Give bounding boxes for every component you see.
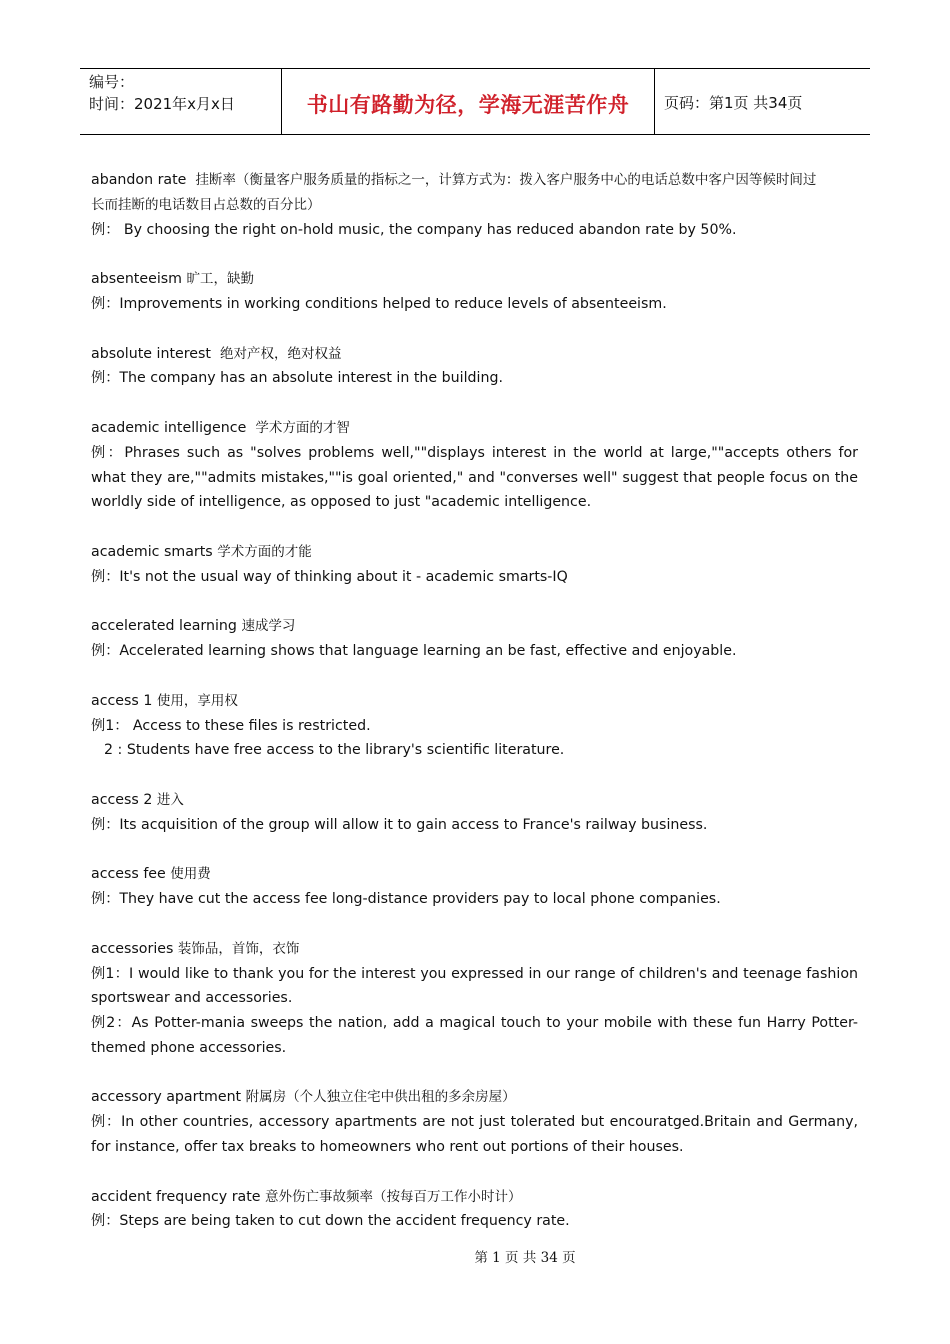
entry-heading <box>91 937 858 962</box>
glossary-entry <box>91 1085 858 1159</box>
entry-example: 例：Its acquisition of the group will allow it to gain access to France's railway business. <box>91 816 708 833</box>
entry-example-2: 例2：As Potter-mania sweeps the nation, add a magical touch to your mobile with these fun Harry Potter-themed phone accessories. <box>91 1015 858 1056</box>
entry-term: access 1 <box>91 692 153 709</box>
entry-heading <box>91 1085 858 1110</box>
entry-translation: 使用，享用权 <box>156 692 238 709</box>
entry-heading <box>91 267 858 292</box>
entry-example: 例： By choosing the right on-hold music, the company has reduced abandon rate by 50%. <box>91 221 737 238</box>
entry-term: access 2 <box>91 791 153 808</box>
entry-translation: 挂断率（衡量客户服务质量的指标之一，计算方式为：拨入客户服务中心的电话总数中客户因等候时间过 <box>195 172 817 188</box>
entry-example: 例：Accelerated learning shows that language learning an be fast, effective and enjoyable. <box>91 643 737 660</box>
entry-heading <box>91 342 858 367</box>
entry-translation: 装饰品，首饰，衣饰 <box>177 940 300 957</box>
entry-example: 例：The company has an absolute interest in the building. <box>91 370 503 387</box>
glossary-entry <box>91 416 858 515</box>
glossary-entry <box>91 937 858 1061</box>
entry-translation: 使用费 <box>170 866 211 883</box>
entry-heading <box>91 862 858 887</box>
entry-heading <box>91 689 858 714</box>
entry-heading <box>91 416 858 441</box>
entry-example: 例：They have cut the access fee long-distance providers pay to local phone companies. <box>91 891 721 908</box>
glossary-content <box>91 168 858 1259</box>
date-label: 时间：2021年x月x日 <box>89 95 235 113</box>
glossary-entry <box>91 862 858 912</box>
entry-example: 例1：I would like to thank you for the interest you expressed in our range of children's and teenage fashion sportswear and accessories. <box>91 965 858 1007</box>
page-number-label: 页码：第1页 共34页 <box>664 94 803 112</box>
header-info-cell <box>80 69 282 134</box>
entry-translation: 附属房（个人独立住宅中供出租的多余房屋） <box>245 1089 516 1106</box>
glossary-entry <box>91 267 858 317</box>
glossary-entry <box>91 788 858 838</box>
entry-term: absenteeism <box>91 271 182 288</box>
entry-term: academic smarts <box>91 543 213 560</box>
code-label: 编号： <box>89 73 135 91</box>
entry-translation: 速成学习 <box>241 618 296 635</box>
entry-translation: 学术方面的才能 <box>217 543 312 560</box>
entry-example: 例1： Access to these files is restricted. <box>91 717 371 734</box>
entry-translation: 旷工，缺勤 <box>186 271 255 288</box>
entry-translation: 意外伤亡事故频率（按每百万工作小时计） <box>265 1188 522 1205</box>
page-footer <box>0 1246 950 1266</box>
entry-term: absolute interest <box>91 345 211 362</box>
entry-term: accelerated learning <box>91 618 237 635</box>
entry-example: 例：Phrases such as "solves problems well,""displays interest in the world at large,""accepts others for what they are,""admits mistakes,""is goal oriented," and "converses well" suggest that people focus on the worldly side of intelligence, as opposed to just "academic intelligence. <box>91 444 858 511</box>
entry-heading <box>91 788 858 813</box>
entry-heading <box>91 1185 858 1210</box>
entry-translation: 绝对产权，绝对权益 <box>219 345 342 362</box>
entry-translation-cont: 长而挂断的电话数目占总数的百分比） <box>91 196 321 213</box>
entry-example: 例：Improvements in working conditions helped to reduce levels of absenteeism. <box>91 295 667 312</box>
glossary-entry <box>91 689 858 763</box>
entry-heading <box>91 614 858 639</box>
entry-term: accessory apartment <box>91 1089 242 1106</box>
page-header <box>80 68 870 135</box>
glossary-entry <box>91 540 858 590</box>
glossary-entry <box>91 614 858 664</box>
entry-term: academic intelligence <box>91 419 247 436</box>
glossary-entry <box>91 168 858 242</box>
entry-heading <box>91 540 858 565</box>
entry-example: 例：It's not the usual way of thinking about it - academic smarts-IQ <box>91 568 568 585</box>
entry-term: abandon rate <box>91 172 187 188</box>
entry-term: accessories <box>91 940 174 957</box>
entry-heading <box>91 168 858 193</box>
entry-example: 例：Steps are being taken to cut down the accident frequency rate. <box>91 1213 570 1230</box>
entry-example: 例：In other countries, accessory apartments are not just tolerated but encouratged.Britain and Germany, for instance, offer tax breaks to homeowners who rent out portions of their houses. <box>91 1114 858 1156</box>
footer-page-number: 第 1 页 共 34 页 <box>474 1250 576 1266</box>
entry-term: access fee <box>91 866 166 883</box>
glossary-entry <box>91 1185 858 1235</box>
entry-term: accident frequency rate <box>91 1188 261 1205</box>
entry-example-2: 2 : Students have free access to the library's scientific literature. <box>104 742 565 759</box>
header-page-cell <box>655 69 870 134</box>
entry-translation: 进入 <box>156 791 184 808</box>
entry-translation: 学术方面的才智 <box>255 419 350 436</box>
glossary-entry <box>91 342 858 392</box>
motto-text: 书山有路勤为径，学海无涯苦作舟 <box>306 92 630 117</box>
header-motto-cell <box>282 69 655 134</box>
